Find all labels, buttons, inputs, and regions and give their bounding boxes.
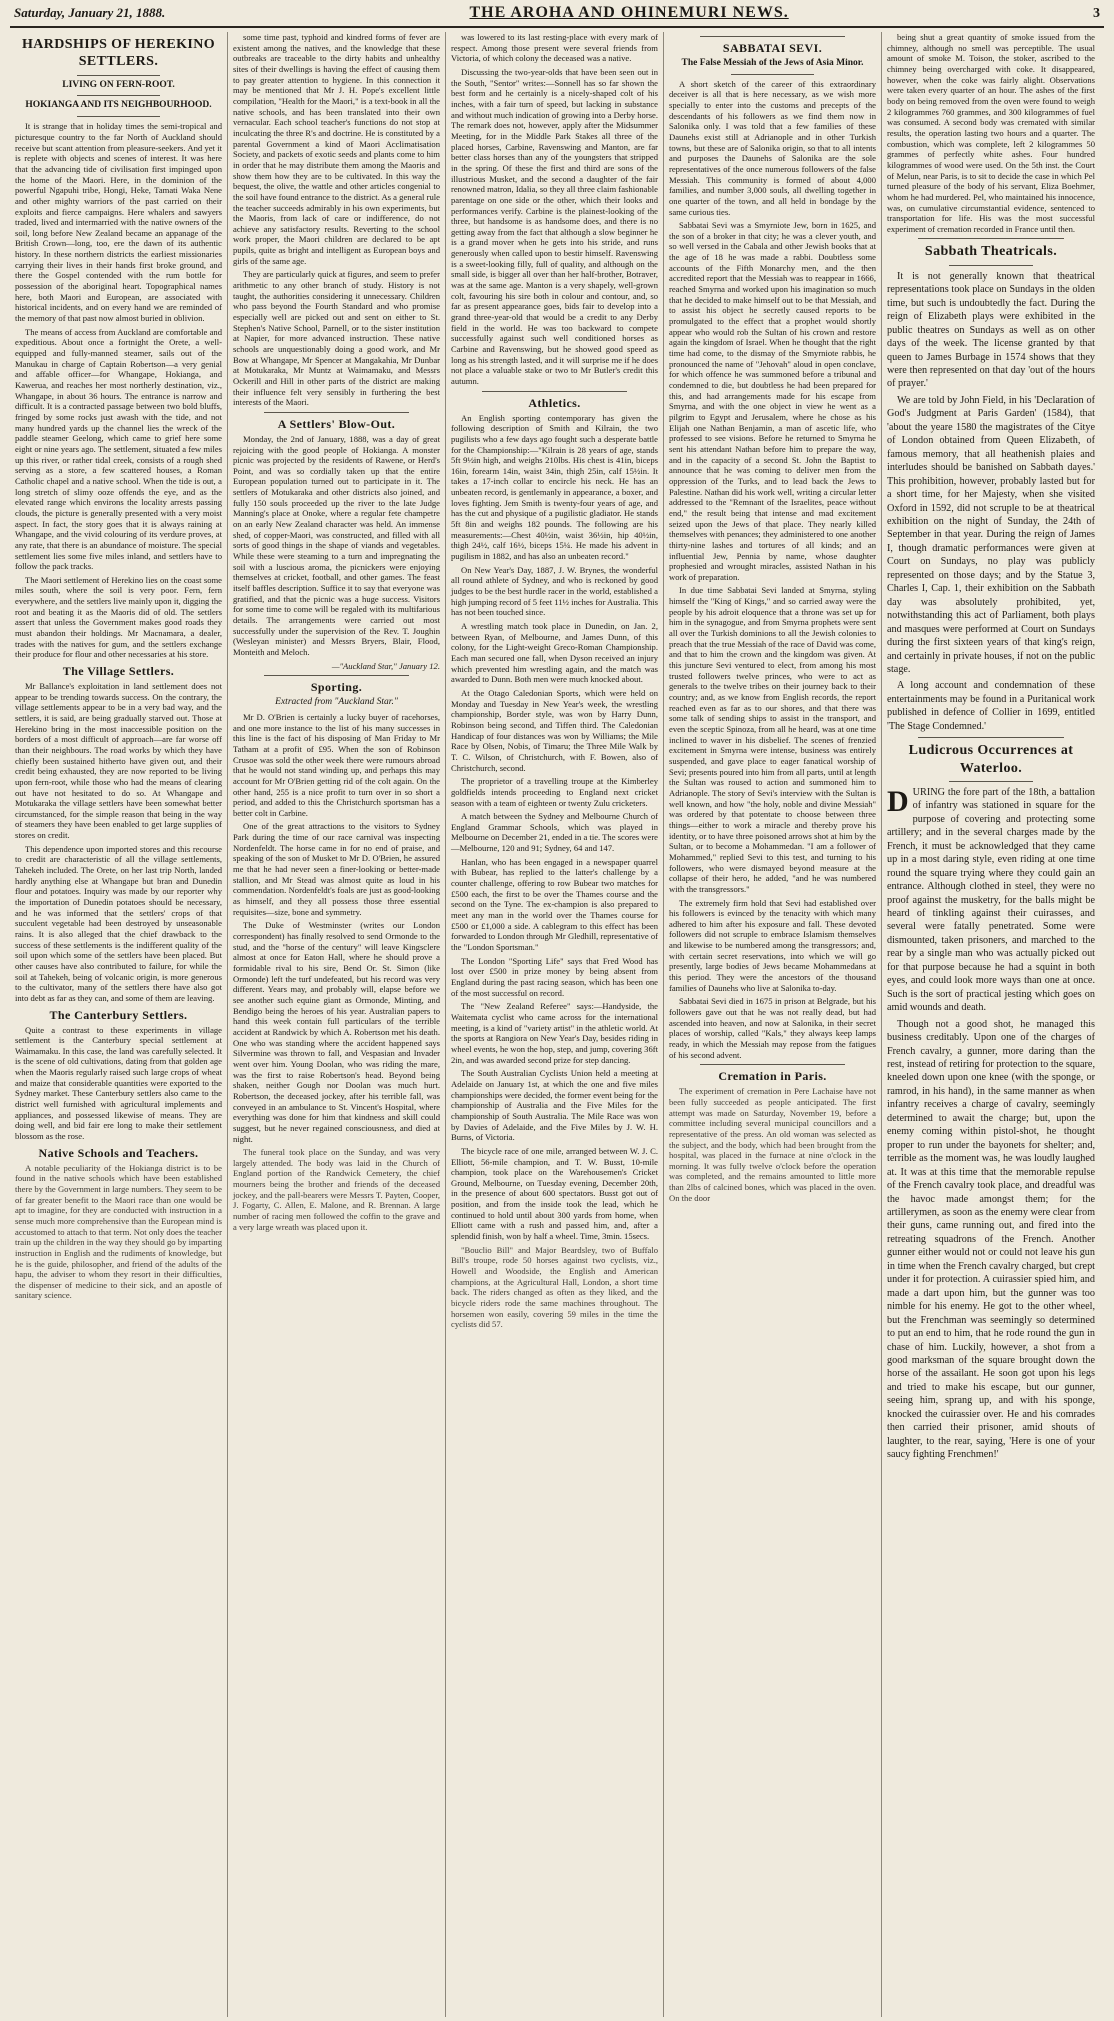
divider xyxy=(77,116,160,117)
divider xyxy=(264,675,409,676)
section-heading: The Village Settlers. xyxy=(62,664,175,679)
article-heading: HARDSHIPS OF HEREKINO SETTLERS. xyxy=(21,37,216,70)
paragraph: Sabbatai Sevi died in 1675 in prison at Belgrade, but his followers gave out that he was not really dead, but had ascended into heaven, and now at Salonika, in their secret places of worship, called "Kals," they always keep lamps ready, in which the Messiah may repose from the fatigues of his second advent. xyxy=(669,996,876,1060)
paragraph-first xyxy=(887,786,1095,1015)
divider xyxy=(731,74,814,75)
page-number: 3 xyxy=(1092,6,1100,21)
paragraph: We are told by John Field, in his 'Declaration of God's Judgment at Paris Garden' (1584), that 'about the yeare 1580 the magistrates of the Citye of London obtained from Queen Elizabeth, of famous memory, that all heathenish plaies and interludes should be banished on Sabbath dayes.' This prohibition, however, probably lasted but for a short time, for her Majesty, when she visited Oxford in 1592, did not scruple to be at theatrical exhibition on the night of Sunday, the 24th of September in that year. During the reign of James I, though dramatic performances were given at Court on Sundays, no play was publicly represented on those days; and by the Statue 3, Charles I, Cap. 1, their exhibition on the Sabbath day was absolutely prohibited, yet, notwithstanding this act of Parliament, both plays and masques were performed at Court on Sundays during the first sixteen years of that king's reign, and certainly in private houses, if not on the public stage. xyxy=(887,394,1095,675)
article-subheading: The False Messiah of the Jews of Asia Minor. xyxy=(681,57,864,68)
theatricals-article xyxy=(887,270,1095,733)
column-1 xyxy=(10,32,228,2017)
paragraph: The experiment of cremation in Pere Lachaise have not been fully succeeded as people anticipated. The first attempt was made on Saturday, November 19, before a committee including several municipal councillors and a representative of the press. An old woman was selected as the subject, and the body, which had been brought from the hospital, was placed in the furnace at nine o'clock in the morning. It was fully twelve o'clock before the operation was completed, and the remains amounted to little more than 2lbs of calcined bones, which was placed in the oven. On the door xyxy=(669,1086,876,1203)
paragraph: A long account and condemnation of these entertainments may be found in a Puritanical work published in defence of Collier in 1699, entitled 'The Stage Condemned.' xyxy=(887,680,1095,732)
paragraph: was lowered to its last resting-place with every mark of respect. Among those present were several friends from Victoria, of which colony the deceased was a native. xyxy=(451,32,658,64)
paragraph: The bicycle race of one mile, arranged between W. J. C. Elliott, 56-mile champion, and T. W. Busst, 10-mile champion, took place on the Warehousemen's Cricket Ground, Melbourne, on Tuesday evening, December 20th, in the presence of about 600 spectators. Busst got out of position, and from the inside took the lead, which he continued to hold until about 300 yards from home, when Elliott came with a rush and passed him, and, after a splendid finish, won by half a wheel. Time, 3min. 15secs. xyxy=(451,1145,658,1242)
paragraph: A match between the Sydney and Melbourne Church of England Grammar Schools, which was played in Melbourne on December 21, ended in a tie. The scores were—Melbourne, 120 and 91; Sydney, 64 and 147. xyxy=(451,811,658,854)
paragraph: The funeral took place on the Sunday, and was very largely attended. The body was laid in the Church of England portion of the Randwick Cemetery, the chief mourners being the brother and friends of the deceased jockey, and the pall-bearers were Messrs T. Payten, Cooper, J. Fogarty, C. Allen, E. Malone, and R. Brennan. A large number of racing men followed the coffin to the grave and a very large wreath was placed upon it. xyxy=(233,1147,440,1232)
paragraph: A wrestling match took place in Dunedin, on Jan. 2, between Ryan, of Melbourne, and James Dunn, of this colony, for the Light-weight Greco-Roman Championship. Each man secured one fall, when Dyson received an injury which prevented him wrestling again, and the match was awarded to Dunn. Both men were much knocked about. xyxy=(451,621,658,685)
divider xyxy=(918,737,1064,738)
article-subheading: LIVING ON FERN-ROOT. xyxy=(62,79,175,90)
paragraph: A short sketch of the career of this extraordinary deceiver is all that is here necessary, as we wish more specially to enter into the customs and precepts of the descendants of his followers as we find them now in Salonika only. I was told that a few families of these Daunehs exist still at Adrianople and in other Turkish towns, but these are of Salonika origin, so that to all intents and purposes the Daunehs of Salonika are the sole representatives of the once numerous followers of the false Messiah. This community is formed of about 4,000 families, and number 3,000 souls, all dwelling together in one quarter of the town, and all held in bondage by the same curious ties. xyxy=(669,78,876,217)
section-heading: Native Schools and Teachers. xyxy=(38,1145,199,1160)
paragraph: On New Year's Day, 1887, J. W. Brynes, the wonderful all round athlete of Sydney, and who is reckoned by good judges to be the best hurdle racer in the world, established a high jumping record of 5 feet 11½ inches for Australia. This has not been touched since. xyxy=(451,564,658,618)
paragraph: The extremely firm hold that Sevi had established over his followers is evinced by the tenacity with which many adhered to him after his exposure and fall. These devoted followers did not scruple to embrace Islamism themselves and likewise to be numbered among the transgressors; and, with certain secret reservations, into which we will go presently, large bodies of Jews became Mohammedans at this period. They were the ancestors of the thousand families of Daunehs who live at Salonika to-day. xyxy=(669,897,876,993)
paragraph: Mr D. O'Brien is certainly a lucky buyer of racehorses, and one more instance to the list of his many successes in this line is the fact of his disposing of Man Friday to Mr Tatham at a profit of £95. When the son of Robinson Crusoe was sold the other week there were rumours abroad that he would not stand winding up, and perhaps this may account for Mr O'Brien getting rid of the colt again. On the other hand, 255 is a nice profit to turn over in so short a period, and added to this the Christchurch sportsman has a better colt in Carbine. xyxy=(233,711,440,818)
column-3 xyxy=(446,32,664,2017)
divider xyxy=(949,781,1032,782)
paragraph: Sabbatai Sevi was a Smyrniote Jew, born in 1625, and the son of a broker in that city; he was a clever youth, and so well versed in the Cabala and other Jewish books that at the age of 18 he was made a rabbi. Doubtless some accounts of the Fifth Monarchy men, and the then accredited report that the Messiah was to reappear in 1666, reached Smyrna and worked upon his imagination so much that he decided to make himself out to be that Messiah, and to assist his object he secretly caused reports to be promulgated to the effect that a prophet would shortly appear who would rob the Sultan of his crown and restore again the kingdom of Israel. When he thought that the right time had come, to the dismay of the Smyrniote rabbis, he pronounced the name of "Jehovah" aloud in open conclave, for which offence he was summoned before a tribunal and condemned to die, but doubtless he had been prepared for this, and had arrangements made for his escape from Smyrna, and with the one object in view he went as a pilgrim to Egypt and Jerusalem, where he chose as his Elijah one Nathan Benjamin, a man of ascetic life, who professed to see visions. Before he returned to Smyrna he sent his attendant Nathan before him to prepare the way, and in the capacity of a second St. John the Baptist to announce that he was coming to deliver men from the oppression of the Turks, and to lead back the Jews to Palestine. Nathan did his work well, writing a circular letter addressed to the "Remnant of the Israelites, peace without end," the result being that intense and mad excitement seized upon the Jews of that place. They nearly killed themselves with penances; they administered to one another thirty-nine lashes and tortures of all kinds; and an influential Jew, Pennia by name, whose daughter prophesied and wrought miracles, assisted Nathan in his work of preparation. xyxy=(669,220,876,582)
divider xyxy=(700,36,845,37)
divider xyxy=(482,391,627,392)
paragraph: Mr Ballance's exploitation in land settlement does not appear to be trending towards success. On the contrary, the village settlements appear to be in a very bad way, and the settlers, it is said, are being gradually starved out. Those at Herekino bring in the most inaccessible position on the borders of a most difficult of approach—are far worse off than their neighbours. The road works by which they have chiefly been sustained hitherto have given out, and their credit being exhausted, they are now reported to be living upon fern-root, while those who had the means of clearing out have not hesitated to do so. At Whangape and Motukaraka the village settlers have been somewhat better circumstanced, for the simple reason that being in the way of steamers they have been enabled to get large supplies of stores on credit. xyxy=(15,680,222,841)
paragraph: The South Australian Cyclists Union held a meeting at Adelaide on January 1st, at which the one and five miles championships were decided, the former event being for the championship of Australia and the Five Miles for the championship of South Australia. The Mile Race was won by Davies of Adelaide, and the Five Miles by J. W. H. Burns, of Victoria. xyxy=(451,1068,658,1143)
paragraph: It is strange that in holiday times the semi-tropical and picturesque country to the far North of Auckland should receive but scant attention from pleasure-seekers. And yet it is replete with objects and scenes of interest. It was here that the advancing tide of civilisation first impinged upon the home of the Maori. Here, in the dominion of the powerful Ngapuhi tribe, Hongi, Heke, Tamati Waka Nene and other mighty warriors of the past carried on their exploits and fierce campaigns. Here whalers and sawyers traded, lived and intermarried with the native owners of the soil, long before New Zealand became an appanage of the British Crown—long, too, ere the dawn of its authentic history. In these northern districts the earliest missionaries carrying their lives in their hands first broke ground, and there the Gospel contended with the rum bottle for possession of the aboriginal heart. Topographical names here, both Maori and European, are associated with historical incidents, and on every hand we are reminded of the memory of that past now almost buried in oblivion. xyxy=(15,121,222,324)
paragraph: The London "Sporting Life" says that Fred Wood has lost over £500 in prize money by being absent from England during the past racing season, which has been one of the most successful on record. xyxy=(451,955,658,998)
issue-date: Saturday, January 21, 1888. xyxy=(14,5,166,20)
section-heading: Cremation in Paris. xyxy=(718,1069,827,1084)
section-heading: Athletics. xyxy=(528,395,581,410)
column-2 xyxy=(228,32,446,2017)
paragraph-text: URING the fore part of the 18th, a battalion of infantry was stationed in square for the purpose of covering and protecting some artillery; and in the several charges made by the French, it must be acknowledged that they came up in a most daring style, even riding at one time round the square trying where they could gain an entrance. Although clothed in steel, they were no proof against the musketry, for the balls might be heard of tinkling against their cuirasses, and several were fatally penetrated. Some were dismounted, taken prisoners, and marched to the rear by a single man who was actually picked out for that purpose because he had a squint in both eyes, and could look more ways than one at once. Such is the sort of practical jesting which goes on amid wounds and death. xyxy=(887,786,1095,1014)
section-heading: Ludicrous Occurrences at Waterloo. xyxy=(908,743,1074,776)
columns xyxy=(10,32,1104,2017)
paragraph: "Bouclio Bill" and Major Beardsley, two of Buffalo Bill's troupe, rode 50 horses against two cyclists, viz., Howell and Woodside, the English and American champions, at the Agricultural Hall, London, a short time back. The riders changed as often as they liked, and the bicycle riders rode the same machines throughout. The horsemen won easily, covering 59 miles in the time the cyclists did 57. xyxy=(451,1244,658,1330)
paragraph: being shut a great quantity of smoke issued from the chimney, although no smell was perceptible. The usual amount of smoke M. Toison, the stoker, ascribed to the chimney being overcharged with coke. It disappeared, however, when the coke was fairly alight. Observations were taken every quarter of an hour. The ashes of the first body on being removed from the oven were found to weigh 2 kilogrammes 760 grammes, and 300 kilogrammes of fuel was consumed. A second body was cremated with similar results, the operation lasting two hours and a quarter. The combustion, which was complete, left 2 kilogrammes 50 grammes of perfectly white ashes. Four hundred kilogrammes of wood were used. On the 5th inst. the Court of Melun, near Paris, is to sit to decide the case in which Pel turned pleasure of the body of his servant, Eliza Boehmer, whom he had murdered. Pel, who maintained his innocence, was, on cumulative circumstantial evidence, sentenced to transportation for life. His was the most successful experiment of cremation recorded in France until then. xyxy=(887,32,1095,234)
paragraph: At the Otago Caledonian Sports, which were held on Monday and Tuesday in New Year's week, the wrestling championship, Border style, was won by Harry Dunn, Robinson being second, and Tiffen third. The Caledonian Handicap of four distances was won by Williams; the Mile Race by Olsen, Nobis, of Timaru; the Three Mile Walk by T. C. Wilson, of Christchurch, with F. Bowen, also of Christchurch, second. xyxy=(451,687,658,773)
article-heading: SABBATAI SEVI. xyxy=(722,41,823,55)
divider xyxy=(264,412,409,413)
paragraph: Monday, the 2nd of January, 1888, was a day of great rejoicing with the good people of Hokianga. A monster picnic was projected by the residents of Rawene, or Herd's Point, and was so cordially taken up that the entire European population turned out to participate in it. The settlers of Motukaraka and other districts also joined, and fully 150 souls proceeded up the river to the late Judge Manning's place at Onoke, where a regular fete champetre on an early New Zealand character was held. An immense shed, of copper-Maori, was constructed, and filled with all sorts of good things in the shape of viands and vegetables. While these were steaming to a turn and impregnating the soil with a luscious aroma, the picnickers were enjoying themselves at cricket, football, and other games. The feast itself baffles description. Suffice it to say that everyone was gratified, and that the picnic was a huge success. Visitors for some time to come will be regaled with its multifarious details. The arrangements were carried out most successfully under the supervision of the Rev. T. Joughin (Wesleyan minister) and Messrs Bryers, Blair, Flood, Monteith and Meloch. xyxy=(233,433,440,657)
paragraph: The Maori settlement of Herekino lies on the coast some miles south, where the soil is very poor. Fern, fern everywhere, and the settlers live mainly upon it, digging the root and beating it as the Maoris did of old. The settlers assert that unless the Government makes good roads they must abandon their holdings. Mr Macnamara, a dealer, trades with the natives for gum, and the settlers exchange their produce for flour and other necessaries at his store. xyxy=(15,574,222,660)
column-5 xyxy=(882,32,1100,2017)
divider xyxy=(77,75,160,76)
source-credit: —"Auckland Star," January 12. xyxy=(331,660,440,671)
divider xyxy=(700,1064,845,1065)
paragraph: Quite a contrast to these experiments in village settlement is the Canterbury special settlement at Waimamaku. In this case, the land was carefully selected. It is the scene of old cultivations, dating from that golden age when the Maoris regularly raised such large crops of wheat and maize that considerable quantities were exported to the Sydney market. These Canterbury settlers also came to the district well furnished with agricultural implements and appliances, and possessed likewise of means. They are doing well, and bid fair ere long to make their settlement blossom as the rose. xyxy=(15,1024,222,1142)
divider xyxy=(949,265,1032,266)
section-heading: The Canterbury Settlers. xyxy=(49,1007,188,1022)
masthead xyxy=(10,4,1104,28)
divider xyxy=(77,95,160,96)
section-heading: Sabbath Theatricals. xyxy=(924,244,1058,260)
divider xyxy=(918,238,1064,239)
paragraph: The "New Zealand Referee" says:—Handyside, the Waitemata cyclist who came across for the international meeting, is a kind of "variety artist" in the athletic world. At the sports at Rangiora on New Year's Day, besides riding in wheel events, he won the hop, step, and jump, covering 36ft 2in, and was awarded second prize for step dancing. xyxy=(451,1001,658,1065)
paragraph: The Duke of Westminster (writes our London correspondent) has finally resolved to send Ormonde to the stud, and the "horse of the century" will leave Kingsclere almost at once for Eaton Hall, where he should prove a formidable rival to his sire, Bend Or. St. Simon (like Ormonde) left the turf undefeated, but his record was very different. Years may, and probably will, elapse before we see another such equine giant as Ormonde, Minting, and Bendigo being the heroes of his year. Australian papers to hand this week contain full particulars of the terrible accident at Randwick by which A. Robertson met his death. One who was standing where the accident happened says Silvermine was thrown to fall, and Vespasian and Invader went over him. Young Doolan, who was riding the mare, was the first to raise Robertson's head. Beyond being shaken, neither Gough nor Doolan was much hurt. Robertson, the deceased jockey, after his terrible fall, was conveyed in an ambulance to St. Vincent's Hospital, where everything was done for him that kindness and skill could suggest, but he never regained consciousness, and died at night. xyxy=(233,920,440,1144)
column-4 xyxy=(664,32,882,2017)
section-heading: A Settlers' Blow-Out. xyxy=(277,416,396,431)
paragraph: This dependence upon imported stores and this recourse to credit are characteristic of all the village settlements, Tahekeh included. The Orete, on her last trip North, landed hardly anything else at Whangape but bran and Dunedin flour and potatoes. Inquiry was made by our reporter why the importation of Dunedin potatoes should be necessary, and he was informed that the settlers' crops of that succulent vegetable had been destroyed by unseasonable rains. It is also alleged that the chief drawback to the success of these settlements is the indifferent quality of the soil upon which some of the settlers have been placed. But other causes have also contributed to failure, for while the soil at Tahekeh, being of volcanic origin, is more generous to the cultivator, many of the settlers there have also got into debt as far as they can, and some of them are leaving. xyxy=(15,843,222,1003)
newspaper-title: THE AROHA AND OHINEMURI NEWS. xyxy=(469,4,789,21)
paragraph: Though not a good shot, he managed this business creditably. Upon one of the charges of French cavalry, a gunner, more daring than the rest, instead of retiring for protection to the square, kneeled down upon one knee (with the sponge, or ramrod, in his hand), in the same manner as when infantry receives a charge of cavalry, seemingly determined to await the charge; but, upon the enemy coming within pistol-shot, he thought proper to run under the bayonets for shelter; and, terrible as the moment was, he was loudly laughed at. It was at this time that the memorable repulse of the French cavalry took place, and dreadful was the havoc made amongst them; for the artillerymen, as soon as the enemy were clear from their guns, came running out, and fired into the retreating squadrons of the French. Another gunner either would not or could not leave his gun in time when the French cavalry charged, but crept under it for protection. A cuirassier spied him, and made a dart upon him, but the gunner was too nimble for his enemy. He got to the other wheel, but the Frenchman was seemingly so determined to put an end to him, that he rode round the gun in chase of him. Luckily, however, a shot from a good marksman of the square brought down the horse of the assailant. He soon got upon his legs and tried to make his escape, but our gunner, seeing him, sprang up, and with his sponge, knocked the cuirassier over. He and his comrades then carried their prisoner, amid shouts of laughter, to the rear, saying, 'Here is one of your saucy fighting Frenchmen!' xyxy=(887,1018,1095,1461)
paragraph: some time past, typhoid and kindred forms of fever are existent among the natives, and the knowledge that these outbreaks are traceable to the dirty habits and unhealthy sites of their dwellings is having the effect of causing them to pay greater attention to hygiene. In this connection it may be mentioned that Mr J. H. Pope's excellent little compilation, "Health for the Maori," is a text-book in all the native schools, and has been translated into their own vernacular. Each school teacher's functions do not stop at inculcating the three R's and doctrine. He is constituted by a parental Government a kind of Maori Acclimatisation Society, and packets of exotic seeds and plants come to him in order that he may distribute them among the Maoris and show them how they are to be cultivated. In this way the bequest, the olive, the wattle and other articles congenial to the soil have found entrance to the district. As a general rule the teacher succeeds admirably in his own experiments, but the Maoris, from lack of care or indifference, do not achieve any satisfactory results. Reverting to the school work proper, the Maori children are declared to be apt pupils, quite as bright and intelligent as European boys and girls of the same age. xyxy=(233,32,440,266)
paragraph: In due time Sabbatai Sevi landed at Smyrna, styling himself the "King of Kings," and so carried away were the people by his adroit eloquence that a throne was set up for him in the synagogue, and from Smyrna prophets were sent all over the Turkish dominions to all the Jewish colonies to preach that the true Messiah of the race of David was come, and that to him the crown and the kingdom was given. At this juncture Sevi ventured to elect, from among his most trusted followers twelve princes, who were to act as generals to the twelve tribes on their journey back to their country; and, as we know from English records, the report reached even as far as to our shores, and that there was some talk of sending ships to assist in the transport, and even the sceptic Spinoza, from all he heard, was at one time inclined to waver in his disbelief. The scenes of frenzied excitement in Smyrna were intense, business was entirely suspended, and gave place to eager fanatical worship of Sevi; presents poured into him from all parts, until at length the Sultan was roused to action and summoned him to Adrianople. The story of Sevi's interview with the Sultan is well known, and how "the holy, noble and divine Messiah" was ordered by that potentate to choose between three things—either to work a miracle and thereby prove his identity, or to have three poisoned arrows shot at him by the Sultan, or to become a Mohammedan. "I am a follower of Mohammed," replied Sevi to this test, and turning to his followers, who were dismayed beyond measure at the collapse of their hero, he added, "and he was numbered with the transgressors." xyxy=(669,585,876,894)
section-subheading: Extracted from "Auckland Star." xyxy=(275,697,398,708)
paragraph: Discussing the two-year-olds that have been seen out in the South, "Sentor" writes:—Sonnell has so far shown the best form and he certainly is a nicely-shaped colt of his inches, with a fair turn of speed, but lacking in substance and without much indication of growing into a Derby horse. The remark does not, however, apply after the Midsummer Meeting, for in the Middle Park Stakes all three of the placed horses, Carbine, Ravenswing and Manton, are far better class horses than any of the youngsters that stripped in the spring. Of these the first and third are sons of the illustrious Musket, and the second a daughter of the fair renowned matron, Idalia, so they all three claim fashionable parentage on one side or the other, which their looks and performances verify. Carbine is the plainest-looking of the three, but handsome is as handsome does, and there is no getting away from the fact that although a slow beginner he is a grand mover when he gets into his stride, and runs generously when called upon to bestir himself. Ravenswing is a sweet-looking filly, full of quality, and although on the small side, is bigger all over than her half-brother, Botraver, was at the same age. Manton is a very shapely, well-grown colt, favouring his sire both in colour and contour, and, so far as present appearance goes, bids fair to develop into a grand three-year-old that would be a credit to any Derby field in the world. He was too backward to compete successfully against such well conditioned horses as Carbine and Ravenswing, but he showed good speed as long as his strength lasted, and it will surprise me if he does not place a valuable stake or two to Mr Butler's credit this autumn. xyxy=(451,66,658,386)
paragraph: An English sporting contemporary has given the following description of Smith and Kilrain, the two pugilists who a few days ago fought such a desperate battle for the Championship:—"Kilrain is 28 years of age, stands 5ft 9½in high, and weighs 210lbs. His chest is 41in, biceps 16in, forearm 14in, waist 34in, thigh 25in, calf 15½in. It takes a 17-inch collar to encircle his neck. He has an unbeaten record, is gentlemanly in appearance, a boxer, and loves fighting. Jem Smith is twenty-four years of age, and has the cut and physique of a pugilistic gladiator. He stands 5ft 8in and weighs 182 pounds. The following are his measurements:—Chest 40½in, waist 36½in, hip 40½in, thigh 24½, calf 16½, biceps 15¼. He made his advent in pugilism in 1882, and has also an unbeaten record." xyxy=(451,412,658,562)
article-subheading: HOKIANGA AND ITS NEIGHBOURHOOD. xyxy=(25,100,212,111)
paragraph: Hanlan, who has been engaged in a newspaper quarrel with Bubear, has replied to the latter's challenge by a counter challenge, offering to row Bubear two matches for £500 each, the first to be over the Thames course and the second on the Tyne. The ex-champion is also prepared to meet any man in the world over the Thames course for £500 or £1,000 a side. A cablegram to this effect has been forwarded to London through Mr Gledhill, representative of the "London Sportsman." xyxy=(451,856,658,953)
paragraph: It is not generally known that theatrical representations took place on Sundays in the olden time, but such is undoubtedly the fact. During the reign of Elizabeth plays were exhibited in the public theatres on Sundays as well as on other days of the week. The license granted by that queen to James Burbage in 1574 shows that they were then represented on that day 'out of the hours of prayer.' xyxy=(887,270,1095,390)
paragraph: A notable peculiarity of the Hokianga district is to be found in the native schools which have been established there by the Government in large numbers. They seem to be of far greater benefit to the Maori race than one would be apt to imagine, for they are conducted with instruction in a sense much more comprehensive than the European mind is accustomed to attach to that term. Not only does the teacher train up the children in the way they should go by imparting instruction in English and the rudiments of knowledge, but he is the guide, philosopher, and friend of the adults of the hapu, the adviser to whom they resort in their difficulties, the dispenser of medicine to their sick, and an apostle of sanitary science. xyxy=(15,1162,222,1301)
waterloo-article xyxy=(887,786,1095,1462)
drop-cap: D xyxy=(887,784,909,818)
paragraph: The means of access from Auckland are comfortable and expeditious. About once a fortnight the Orete, a well-equipped and fully-manned steamer, sails out of the Manukau in charge of Captain Robertson—a very genial and affable officer—for Whangape, Hokianga, and Kawerua, and reaches her most northerly destination, viz., Whangape, in about 36 hours. The entrance is narrow and difficult. It is a contracted passage between two bold bluffs, fringed by some rocks just awash with the tide, and not many hundred yards up the channel lies the wreck of the paddle steamer Geelong, which came to grief here some eight or nine years ago. The settlement, situated a few miles up this river, or rather tidal creek, consists of a rough shed serving as a store, a few scattered houses, a Roman Catholic chapel and a native school. When the tide is out, a long stretch of slimy ooze offends the eye, and as the elevated range which environs the locality arrests passing clouds, the picture is generally presented with a very moist aspect. In fact, the story goes that it is always raining at Whangape, and the vivid colouring of its verdure proves, at any rate, that there is an abundance of moisture. The special settlement lies some five miles inland, and settlers have to follow the pack tracks. xyxy=(15,326,222,572)
paragraph: The proprietor of a travelling troupe at the Kimberley goldfields intends proceeding to England next cricket season with a team of eighteen or twenty Zulu cricketers. xyxy=(451,776,658,808)
section-heading: Sporting. xyxy=(310,680,363,695)
paragraph: One of the great attractions to the visitors to Sydney Park during the time of our race carnival was inspecting Nordenfeldt. The horse came in for no end of praise, and speaking of the son of Musket to Mr D. O'Brien, he assured me that he had never seen a finer-looking or better-made stallion, and Mr Stead was almost quite as loud in his commendation. Nordenfeldt's foals are just as good-looking as himself, and they all possess those three essential requisites—size, bone and symmetry. xyxy=(233,821,440,917)
paragraph: They are particularly quick at figures, and seem to prefer arithmetic to any other branch of study. History is not taught, the authorities considering it unnecessary. Children who pass beyond the Fourth Standard and who promise especially well are picked out and sent on either to St. Stephen's Native School, Parnell, or to the sister institution at Napier, for more advanced instruction. These native schools are unquestionably doing a good work, and Mr Bow at Whangape, Mr Spencer at Mangakahia, Mr Dunbar at Motukaraka, Mr Muntz at Waimamaku, and Messrs Ockerill and Hill in other parts of the district are making their influence felt very sensibly in furthering the best interests of the Maori. xyxy=(233,269,440,408)
